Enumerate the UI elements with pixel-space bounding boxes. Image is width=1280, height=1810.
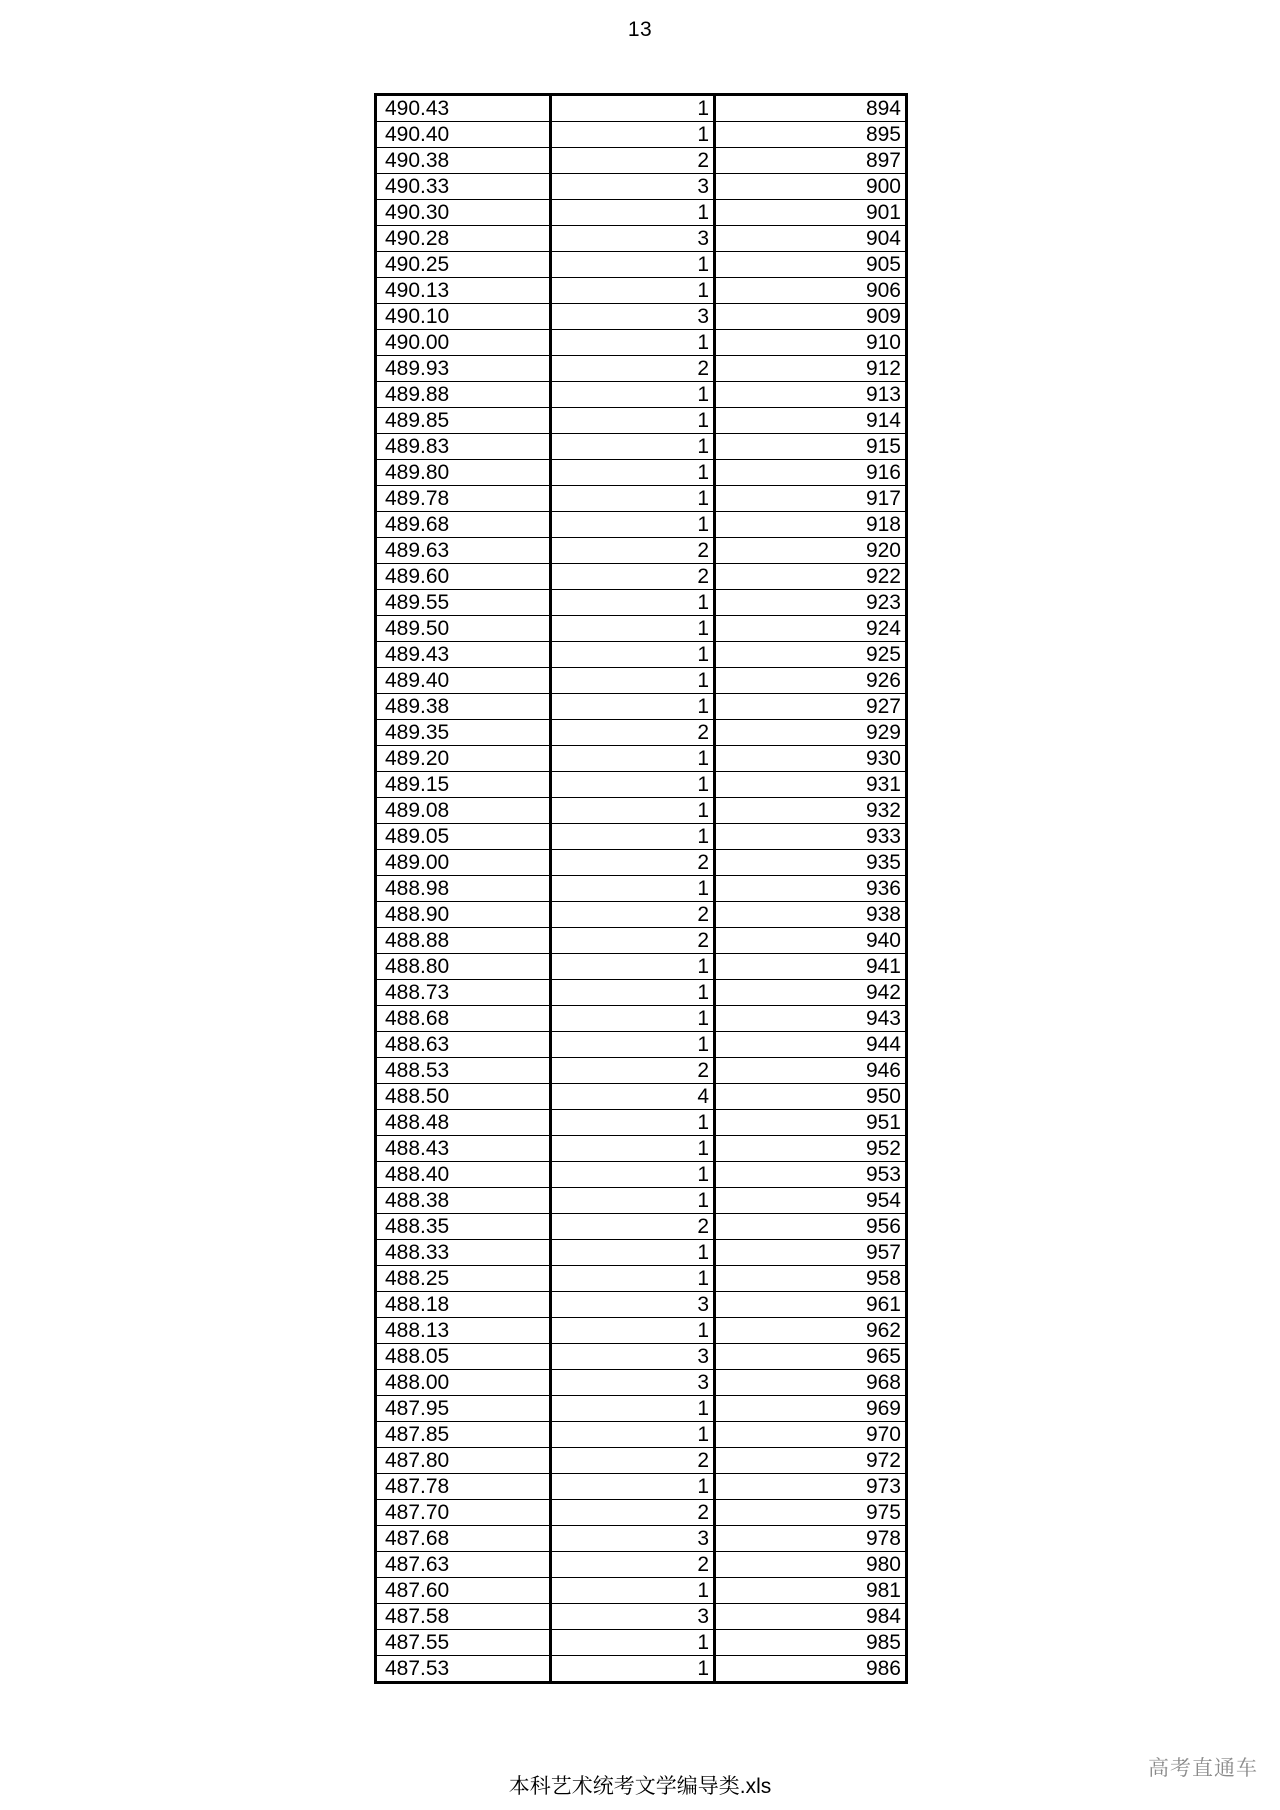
table-row	[376, 1656, 907, 1683]
cumulative-count-cell: 965	[715, 1344, 907, 1370]
table-row	[376, 122, 907, 148]
score-cell: 489.15	[376, 772, 551, 798]
table-row	[376, 1318, 907, 1344]
count-cell: 1	[551, 668, 715, 694]
score-cell: 488.38	[376, 1188, 551, 1214]
cumulative-count-cell: 981	[715, 1578, 907, 1604]
count-cell: 3	[551, 304, 715, 330]
cumulative-count-cell: 935	[715, 850, 907, 876]
cumulative-count-cell: 938	[715, 902, 907, 928]
footer-filename: 本科艺术统考文学编导类.xls	[508, 1775, 772, 1798]
score-cell: 487.53	[376, 1656, 551, 1683]
table-row	[376, 408, 907, 434]
count-cell: 2	[551, 720, 715, 746]
score-cell: 488.40	[376, 1162, 551, 1188]
score-cell: 489.43	[376, 642, 551, 668]
score-cell: 488.13	[376, 1318, 551, 1344]
cumulative-count-cell: 904	[715, 226, 907, 252]
cumulative-count-cell: 918	[715, 512, 907, 538]
count-cell: 2	[551, 1058, 715, 1084]
count-cell: 3	[551, 174, 715, 200]
table-row	[376, 1448, 907, 1474]
table-row	[376, 1344, 907, 1370]
table-row	[376, 226, 907, 252]
count-cell: 2	[551, 148, 715, 174]
table-row	[376, 356, 907, 382]
table-row	[376, 980, 907, 1006]
cumulative-count-cell: 916	[715, 460, 907, 486]
count-cell: 1	[551, 1110, 715, 1136]
cumulative-count-cell: 972	[715, 1448, 907, 1474]
table-row	[376, 148, 907, 174]
count-cell: 1	[551, 512, 715, 538]
cumulative-count-cell: 942	[715, 980, 907, 1006]
table-row	[376, 1188, 907, 1214]
table-row	[376, 642, 907, 668]
score-cell: 489.00	[376, 850, 551, 876]
score-cell: 490.10	[376, 304, 551, 330]
score-cell: 487.68	[376, 1526, 551, 1552]
cumulative-count-cell: 958	[715, 1266, 907, 1292]
cumulative-count-cell: 936	[715, 876, 907, 902]
count-cell: 1	[551, 590, 715, 616]
cumulative-count-cell: 909	[715, 304, 907, 330]
score-cell: 490.00	[376, 330, 551, 356]
cumulative-count-cell: 944	[715, 1032, 907, 1058]
count-cell: 1	[551, 1474, 715, 1500]
count-cell: 1	[551, 200, 715, 226]
score-cell: 489.68	[376, 512, 551, 538]
table-row	[376, 746, 907, 772]
cumulative-count-cell: 970	[715, 1422, 907, 1448]
score-cell: 487.70	[376, 1500, 551, 1526]
cumulative-count-cell: 932	[715, 798, 907, 824]
score-cell: 487.78	[376, 1474, 551, 1500]
cumulative-count-cell: 933	[715, 824, 907, 850]
page-number: 13	[627, 18, 653, 41]
table-row	[376, 1370, 907, 1396]
table-row	[376, 1578, 907, 1604]
score-cell: 489.93	[376, 356, 551, 382]
table-row	[376, 720, 907, 746]
count-cell: 1	[551, 1162, 715, 1188]
count-cell: 1	[551, 642, 715, 668]
cumulative-count-cell: 923	[715, 590, 907, 616]
score-cell: 488.33	[376, 1240, 551, 1266]
table-row	[376, 1136, 907, 1162]
score-cell: 488.53	[376, 1058, 551, 1084]
count-cell: 1	[551, 1032, 715, 1058]
count-cell: 1	[551, 382, 715, 408]
table-row	[376, 772, 907, 798]
table-row	[376, 486, 907, 512]
count-cell: 2	[551, 1214, 715, 1240]
score-cell: 489.80	[376, 460, 551, 486]
score-cell: 489.35	[376, 720, 551, 746]
count-cell: 1	[551, 1188, 715, 1214]
score-cell: 490.43	[376, 95, 551, 122]
cumulative-count-cell: 968	[715, 1370, 907, 1396]
count-cell: 1	[551, 1396, 715, 1422]
cumulative-count-cell: 943	[715, 1006, 907, 1032]
score-cell: 487.60	[376, 1578, 551, 1604]
cumulative-count-cell: 941	[715, 954, 907, 980]
score-cell: 488.73	[376, 980, 551, 1006]
table-row	[376, 304, 907, 330]
count-cell: 1	[551, 330, 715, 356]
score-cell: 487.55	[376, 1630, 551, 1656]
table-row	[376, 1162, 907, 1188]
score-cell: 488.88	[376, 928, 551, 954]
table-row	[376, 1266, 907, 1292]
cumulative-count-cell: 985	[715, 1630, 907, 1656]
score-cell: 487.85	[376, 1422, 551, 1448]
table-row	[376, 512, 907, 538]
count-cell: 2	[551, 356, 715, 382]
table-row	[376, 460, 907, 486]
table-row	[376, 1396, 907, 1422]
cumulative-count-cell: 986	[715, 1656, 907, 1683]
cumulative-count-cell: 952	[715, 1136, 907, 1162]
table-row	[376, 1526, 907, 1552]
score-cell: 488.25	[376, 1266, 551, 1292]
score-cell: 490.13	[376, 278, 551, 304]
count-cell: 2	[551, 902, 715, 928]
count-cell: 2	[551, 928, 715, 954]
table-row	[376, 330, 907, 356]
score-cell: 489.55	[376, 590, 551, 616]
count-cell: 3	[551, 226, 715, 252]
score-cell: 488.00	[376, 1370, 551, 1396]
table-body	[376, 95, 907, 1683]
cumulative-count-cell: 922	[715, 564, 907, 590]
count-cell: 1	[551, 122, 715, 148]
table-row	[376, 668, 907, 694]
count-cell: 1	[551, 1240, 715, 1266]
count-cell: 1	[551, 408, 715, 434]
cumulative-count-cell: 951	[715, 1110, 907, 1136]
cumulative-count-cell: 926	[715, 668, 907, 694]
table-row	[376, 434, 907, 460]
count-cell: 1	[551, 486, 715, 512]
table-row	[376, 850, 907, 876]
score-cell: 488.63	[376, 1032, 551, 1058]
table-row	[376, 902, 907, 928]
table-row	[376, 616, 907, 642]
count-cell: 1	[551, 460, 715, 486]
cumulative-count-cell: 900	[715, 174, 907, 200]
score-cell: 489.50	[376, 616, 551, 642]
count-cell: 2	[551, 850, 715, 876]
score-cell: 487.80	[376, 1448, 551, 1474]
cumulative-count-cell: 931	[715, 772, 907, 798]
count-cell: 1	[551, 1656, 715, 1683]
cumulative-count-cell: 950	[715, 1084, 907, 1110]
count-cell: 1	[551, 1630, 715, 1656]
score-cell: 488.68	[376, 1006, 551, 1032]
count-cell: 2	[551, 538, 715, 564]
score-cell: 489.63	[376, 538, 551, 564]
cumulative-count-cell: 954	[715, 1188, 907, 1214]
count-cell: 1	[551, 746, 715, 772]
count-cell: 1	[551, 616, 715, 642]
table-row	[376, 252, 907, 278]
score-cell: 489.88	[376, 382, 551, 408]
count-cell: 1	[551, 980, 715, 1006]
cumulative-count-cell: 957	[715, 1240, 907, 1266]
count-cell: 2	[551, 1552, 715, 1578]
count-cell: 3	[551, 1344, 715, 1370]
cumulative-count-cell: 895	[715, 122, 907, 148]
score-cell: 488.43	[376, 1136, 551, 1162]
score-cell: 488.90	[376, 902, 551, 928]
count-cell: 4	[551, 1084, 715, 1110]
table-row	[376, 200, 907, 226]
count-cell: 1	[551, 954, 715, 980]
table-row	[376, 1552, 907, 1578]
score-cell: 489.38	[376, 694, 551, 720]
cumulative-count-cell: 978	[715, 1526, 907, 1552]
count-cell: 1	[551, 798, 715, 824]
score-cell: 487.95	[376, 1396, 551, 1422]
table-row	[376, 1630, 907, 1656]
table-row	[376, 174, 907, 200]
table-row	[376, 876, 907, 902]
table-row	[376, 954, 907, 980]
count-cell: 1	[551, 824, 715, 850]
score-cell: 490.28	[376, 226, 551, 252]
count-cell: 3	[551, 1526, 715, 1552]
count-cell: 1	[551, 95, 715, 122]
cumulative-count-cell: 956	[715, 1214, 907, 1240]
score-cell: 488.48	[376, 1110, 551, 1136]
table-row	[376, 928, 907, 954]
table-row	[376, 278, 907, 304]
count-cell: 1	[551, 1422, 715, 1448]
count-cell: 2	[551, 1448, 715, 1474]
cumulative-count-cell: 901	[715, 200, 907, 226]
cumulative-count-cell: 920	[715, 538, 907, 564]
cumulative-count-cell: 905	[715, 252, 907, 278]
count-cell: 1	[551, 252, 715, 278]
count-cell: 3	[551, 1370, 715, 1396]
score-cell: 488.35	[376, 1214, 551, 1240]
cumulative-count-cell: 953	[715, 1162, 907, 1188]
table-row	[376, 1214, 907, 1240]
table-row	[376, 1500, 907, 1526]
score-cell: 487.58	[376, 1604, 551, 1630]
score-cell: 489.78	[376, 486, 551, 512]
score-cell: 490.25	[376, 252, 551, 278]
cumulative-count-cell: 940	[715, 928, 907, 954]
cumulative-count-cell: 914	[715, 408, 907, 434]
count-cell: 1	[551, 434, 715, 460]
cumulative-count-cell: 925	[715, 642, 907, 668]
score-cell: 490.30	[376, 200, 551, 226]
table-row	[376, 1058, 907, 1084]
table-row	[376, 1474, 907, 1500]
count-cell: 1	[551, 278, 715, 304]
cumulative-count-cell: 910	[715, 330, 907, 356]
count-cell: 3	[551, 1292, 715, 1318]
score-cell: 489.05	[376, 824, 551, 850]
score-cell: 487.63	[376, 1552, 551, 1578]
score-cell: 490.38	[376, 148, 551, 174]
table-row	[376, 382, 907, 408]
cumulative-count-cell: 962	[715, 1318, 907, 1344]
cumulative-count-cell: 917	[715, 486, 907, 512]
score-cell: 489.20	[376, 746, 551, 772]
count-cell: 1	[551, 1136, 715, 1162]
score-cell: 488.98	[376, 876, 551, 902]
count-cell: 3	[551, 1604, 715, 1630]
score-table	[374, 93, 908, 1684]
table-row	[376, 1084, 907, 1110]
table-row	[376, 824, 907, 850]
cumulative-count-cell: 975	[715, 1500, 907, 1526]
table-row	[376, 1032, 907, 1058]
count-cell: 1	[551, 876, 715, 902]
cumulative-count-cell: 915	[715, 434, 907, 460]
cumulative-count-cell: 984	[715, 1604, 907, 1630]
cumulative-count-cell: 929	[715, 720, 907, 746]
count-cell: 1	[551, 1006, 715, 1032]
cumulative-count-cell: 980	[715, 1552, 907, 1578]
score-cell: 489.83	[376, 434, 551, 460]
cumulative-count-cell: 906	[715, 278, 907, 304]
table-row	[376, 1240, 907, 1266]
count-cell: 1	[551, 1266, 715, 1292]
cumulative-count-cell: 897	[715, 148, 907, 174]
count-cell: 2	[551, 564, 715, 590]
count-cell: 1	[551, 1578, 715, 1604]
cumulative-count-cell: 969	[715, 1396, 907, 1422]
table-row	[376, 538, 907, 564]
cumulative-count-cell: 946	[715, 1058, 907, 1084]
cumulative-count-cell: 894	[715, 95, 907, 122]
table-row	[376, 590, 907, 616]
score-cell: 488.50	[376, 1084, 551, 1110]
score-cell: 489.08	[376, 798, 551, 824]
score-cell: 489.60	[376, 564, 551, 590]
count-cell: 2	[551, 1500, 715, 1526]
count-cell: 1	[551, 694, 715, 720]
cumulative-count-cell: 913	[715, 382, 907, 408]
watermark-text: 高考直通车	[1148, 1757, 1258, 1780]
score-cell: 489.40	[376, 668, 551, 694]
score-cell: 488.05	[376, 1344, 551, 1370]
table-row	[376, 1422, 907, 1448]
cumulative-count-cell: 961	[715, 1292, 907, 1318]
table-row	[376, 564, 907, 590]
score-cell: 490.33	[376, 174, 551, 200]
table-row	[376, 1292, 907, 1318]
table-row	[376, 1006, 907, 1032]
table-row	[376, 798, 907, 824]
score-cell: 488.80	[376, 954, 551, 980]
cumulative-count-cell: 973	[715, 1474, 907, 1500]
table-row	[376, 95, 907, 122]
table-row	[376, 1604, 907, 1630]
cumulative-count-cell: 912	[715, 356, 907, 382]
table-row	[376, 1110, 907, 1136]
cumulative-count-cell: 930	[715, 746, 907, 772]
count-cell: 1	[551, 772, 715, 798]
score-cell: 489.85	[376, 408, 551, 434]
count-cell: 1	[551, 1318, 715, 1344]
score-cell: 488.18	[376, 1292, 551, 1318]
cumulative-count-cell: 927	[715, 694, 907, 720]
cumulative-count-cell: 924	[715, 616, 907, 642]
score-cell: 490.40	[376, 122, 551, 148]
table-row	[376, 694, 907, 720]
